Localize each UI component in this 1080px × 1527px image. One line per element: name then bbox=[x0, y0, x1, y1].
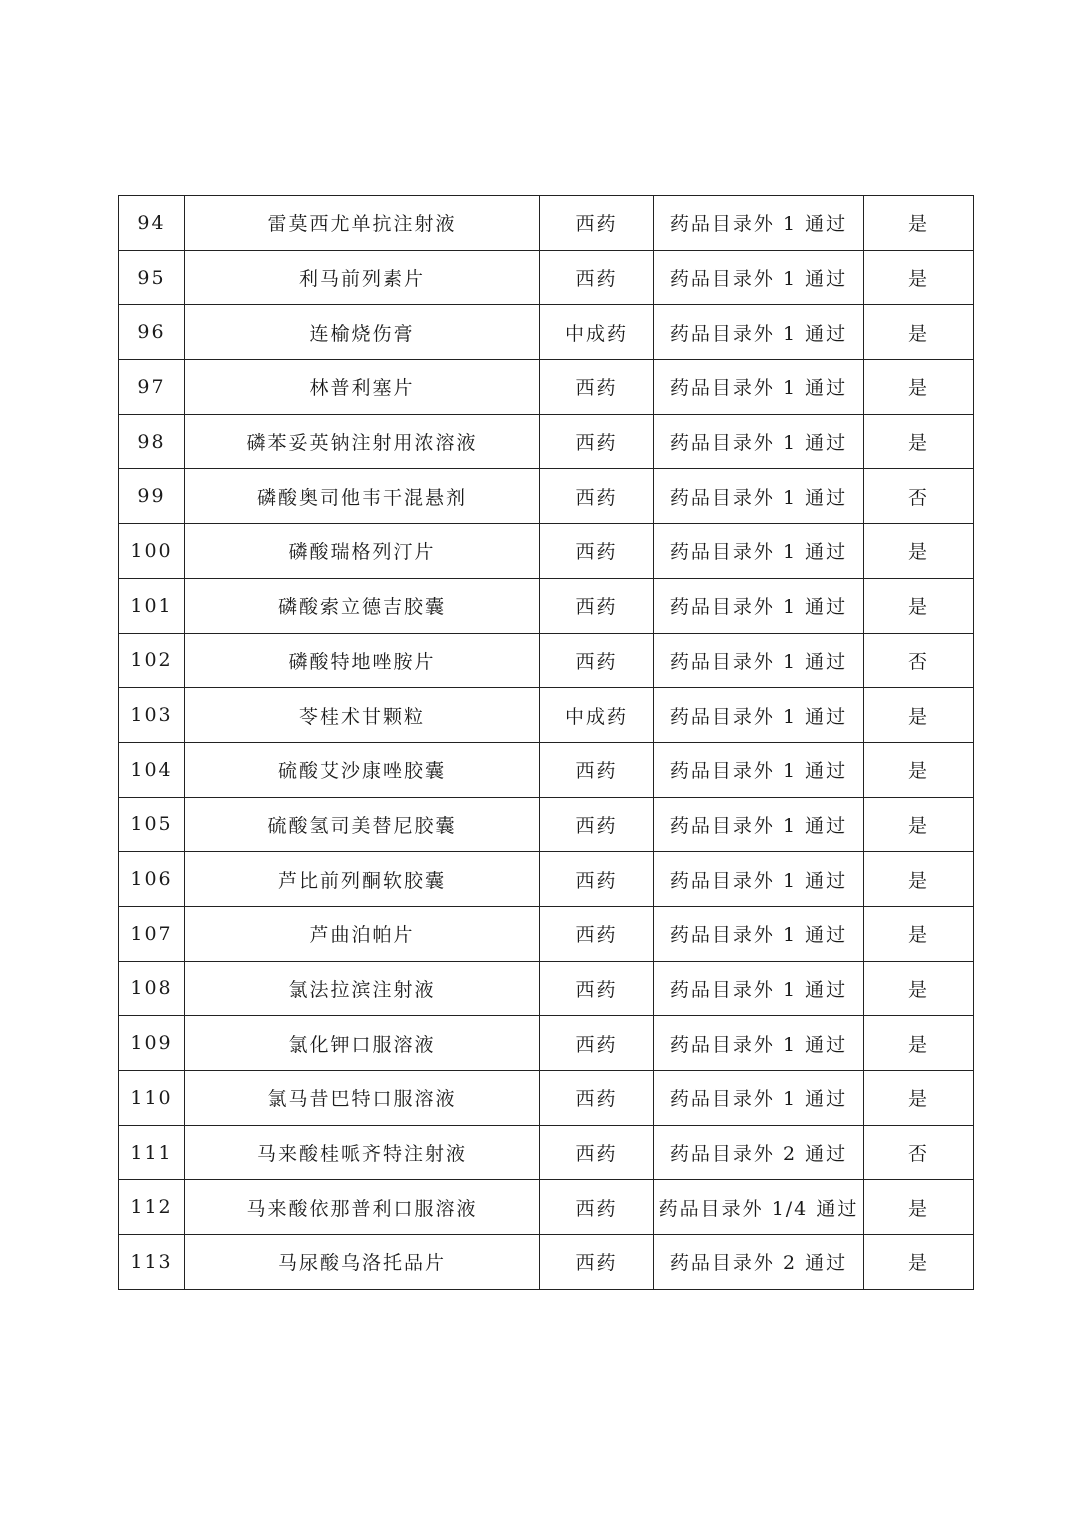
drug-name-cell: 氯马昔巴特口服溶液 bbox=[185, 1071, 540, 1126]
yes-no-cell: 是 bbox=[864, 524, 974, 579]
drug-list-table bbox=[118, 195, 974, 1290]
drug-name-cell: 磷酸索立德吉胶囊 bbox=[185, 578, 540, 633]
drug-name-cell: 硫酸艾沙康唑胶囊 bbox=[185, 742, 540, 797]
yes-no-cell: 是 bbox=[864, 578, 974, 633]
review-status-cell: 药品目录外 2 通过 bbox=[654, 1235, 864, 1290]
table-row bbox=[119, 633, 974, 688]
drug-name-cell: 马尿酸乌洛托品片 bbox=[185, 1235, 540, 1290]
drug-type-cell: 西药 bbox=[540, 524, 654, 579]
review-status-cell: 药品目录外 1 通过 bbox=[654, 524, 864, 579]
yes-no-cell: 是 bbox=[864, 305, 974, 360]
drug-name-cell: 利马前列素片 bbox=[185, 250, 540, 305]
drug-name-cell: 雷莫西尤单抗注射液 bbox=[185, 196, 540, 251]
table-row bbox=[119, 1180, 974, 1235]
drug-type-cell: 西药 bbox=[540, 852, 654, 907]
drug-type-cell: 西药 bbox=[540, 742, 654, 797]
table-row bbox=[119, 360, 974, 415]
row-number-cell: 111 bbox=[119, 1125, 185, 1180]
row-number-cell: 109 bbox=[119, 1016, 185, 1071]
yes-no-cell: 否 bbox=[864, 633, 974, 688]
row-number-cell: 101 bbox=[119, 578, 185, 633]
drug-type-cell: 西药 bbox=[540, 1235, 654, 1290]
yes-no-cell: 是 bbox=[864, 1180, 974, 1235]
drug-type-cell: 西药 bbox=[540, 1016, 654, 1071]
review-status-cell: 药品目录外 1 通过 bbox=[654, 578, 864, 633]
yes-no-cell: 是 bbox=[864, 852, 974, 907]
yes-no-cell: 是 bbox=[864, 742, 974, 797]
row-number-cell: 94 bbox=[119, 196, 185, 251]
drug-type-cell: 西药 bbox=[540, 469, 654, 524]
table-row bbox=[119, 1125, 974, 1180]
drug-name-cell: 芦曲泊帕片 bbox=[185, 906, 540, 961]
yes-no-cell: 是 bbox=[864, 961, 974, 1016]
review-status-cell: 药品目录外 1 通过 bbox=[654, 852, 864, 907]
table-row bbox=[119, 524, 974, 579]
table-row bbox=[119, 852, 974, 907]
drug-type-cell: 西药 bbox=[540, 633, 654, 688]
table-row bbox=[119, 250, 974, 305]
drug-name-cell: 苓桂术甘颗粒 bbox=[185, 688, 540, 743]
drug-type-cell: 西药 bbox=[540, 797, 654, 852]
table-row bbox=[119, 414, 974, 469]
drug-type-cell: 西药 bbox=[540, 196, 654, 251]
drug-type-cell: 西药 bbox=[540, 906, 654, 961]
row-number-cell: 103 bbox=[119, 688, 185, 743]
yes-no-cell: 是 bbox=[864, 360, 974, 415]
yes-no-cell: 是 bbox=[864, 250, 974, 305]
yes-no-cell: 是 bbox=[864, 196, 974, 251]
review-status-cell: 药品目录外 1 通过 bbox=[654, 250, 864, 305]
table-row bbox=[119, 469, 974, 524]
row-number-cell: 99 bbox=[119, 469, 185, 524]
row-number-cell: 100 bbox=[119, 524, 185, 579]
drug-name-cell: 磷苯妥英钠注射用浓溶液 bbox=[185, 414, 540, 469]
review-status-cell: 药品目录外 1 通过 bbox=[654, 688, 864, 743]
table-row bbox=[119, 1071, 974, 1126]
drug-name-cell: 马来酸桂哌齐特注射液 bbox=[185, 1125, 540, 1180]
row-number-cell: 113 bbox=[119, 1235, 185, 1290]
drug-name-cell: 连榆烧伤膏 bbox=[185, 305, 540, 360]
yes-no-cell: 是 bbox=[864, 1016, 974, 1071]
table-row bbox=[119, 578, 974, 633]
drug-type-cell: 西药 bbox=[540, 1071, 654, 1126]
row-number-cell: 102 bbox=[119, 633, 185, 688]
drug-type-cell: 西药 bbox=[540, 360, 654, 415]
drug-type-cell: 中成药 bbox=[540, 688, 654, 743]
row-number-cell: 108 bbox=[119, 961, 185, 1016]
drug-type-cell: 西药 bbox=[540, 578, 654, 633]
drug-name-cell: 林普利塞片 bbox=[185, 360, 540, 415]
row-number-cell: 106 bbox=[119, 852, 185, 907]
drug-name-cell: 马来酸依那普利口服溶液 bbox=[185, 1180, 540, 1235]
table-row bbox=[119, 797, 974, 852]
drug-type-cell: 西药 bbox=[540, 1125, 654, 1180]
review-status-cell: 药品目录外 1 通过 bbox=[654, 797, 864, 852]
review-status-cell: 药品目录外 1 通过 bbox=[654, 633, 864, 688]
yes-no-cell: 是 bbox=[864, 414, 974, 469]
drug-type-cell: 西药 bbox=[540, 414, 654, 469]
table-row bbox=[119, 196, 974, 251]
yes-no-cell: 否 bbox=[864, 1125, 974, 1180]
drug-name-cell: 氯化钾口服溶液 bbox=[185, 1016, 540, 1071]
table-row bbox=[119, 1016, 974, 1071]
drug-type-cell: 西药 bbox=[540, 1180, 654, 1235]
review-status-cell: 药品目录外 1 通过 bbox=[654, 196, 864, 251]
row-number-cell: 112 bbox=[119, 1180, 185, 1235]
review-status-cell: 药品目录外 1 通过 bbox=[654, 742, 864, 797]
row-number-cell: 97 bbox=[119, 360, 185, 415]
drug-name-cell: 氯法拉滨注射液 bbox=[185, 961, 540, 1016]
review-status-cell: 药品目录外 1 通过 bbox=[654, 469, 864, 524]
row-number-cell: 107 bbox=[119, 906, 185, 961]
row-number-cell: 105 bbox=[119, 797, 185, 852]
table-row bbox=[119, 688, 974, 743]
table-body bbox=[119, 196, 974, 1290]
review-status-cell: 药品目录外 1 通过 bbox=[654, 906, 864, 961]
row-number-cell: 110 bbox=[119, 1071, 185, 1126]
row-number-cell: 98 bbox=[119, 414, 185, 469]
yes-no-cell: 是 bbox=[864, 1071, 974, 1126]
table-row bbox=[119, 961, 974, 1016]
review-status-cell: 药品目录外 2 通过 bbox=[654, 1125, 864, 1180]
review-status-cell: 药品目录外 1 通过 bbox=[654, 961, 864, 1016]
review-status-cell: 药品目录外 1 通过 bbox=[654, 1071, 864, 1126]
row-number-cell: 96 bbox=[119, 305, 185, 360]
review-status-cell: 药品目录外 1 通过 bbox=[654, 1016, 864, 1071]
row-number-cell: 104 bbox=[119, 742, 185, 797]
yes-no-cell: 是 bbox=[864, 906, 974, 961]
review-status-cell: 药品目录外 1 通过 bbox=[654, 305, 864, 360]
drug-name-cell: 芦比前列酮软胶囊 bbox=[185, 852, 540, 907]
drug-name-cell: 磷酸奥司他韦干混悬剂 bbox=[185, 469, 540, 524]
drug-type-cell: 西药 bbox=[540, 250, 654, 305]
drug-name-cell: 磷酸瑞格列汀片 bbox=[185, 524, 540, 579]
review-status-cell: 药品目录外 1 通过 bbox=[654, 414, 864, 469]
row-number-cell: 95 bbox=[119, 250, 185, 305]
table-row bbox=[119, 305, 974, 360]
drug-type-cell: 西药 bbox=[540, 961, 654, 1016]
table-row bbox=[119, 906, 974, 961]
review-status-cell: 药品目录外 1 通过 bbox=[654, 360, 864, 415]
table-row bbox=[119, 742, 974, 797]
drug-name-cell: 硫酸氢司美替尼胶囊 bbox=[185, 797, 540, 852]
yes-no-cell: 是 bbox=[864, 1235, 974, 1290]
yes-no-cell: 是 bbox=[864, 688, 974, 743]
review-status-cell: 药品目录外 1/4 通过 bbox=[654, 1180, 864, 1235]
table-row bbox=[119, 1235, 974, 1290]
yes-no-cell: 是 bbox=[864, 797, 974, 852]
drug-type-cell: 中成药 bbox=[540, 305, 654, 360]
drug-name-cell: 磷酸特地唑胺片 bbox=[185, 633, 540, 688]
yes-no-cell: 否 bbox=[864, 469, 974, 524]
